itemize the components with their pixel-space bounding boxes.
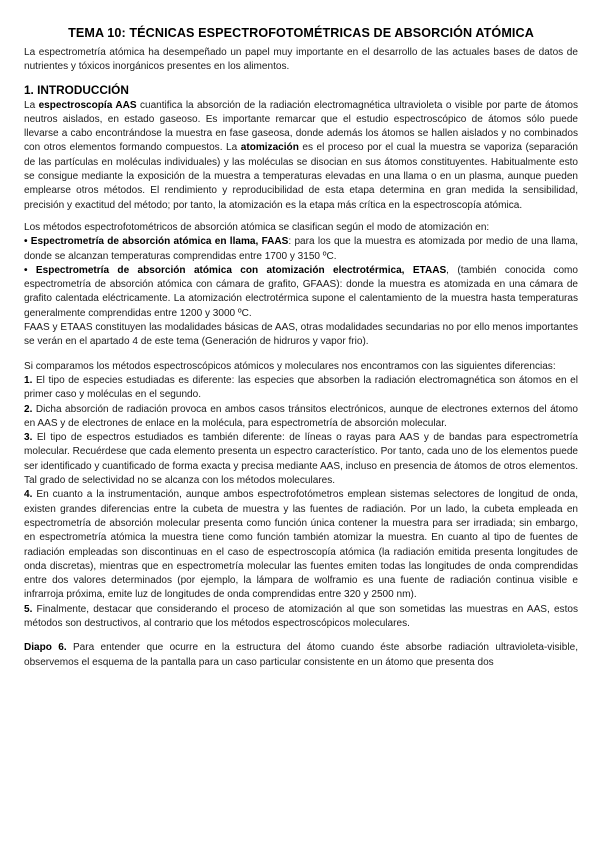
- difference-item: [24, 431, 578, 488]
- text-run: La: [24, 99, 39, 111]
- text-run: En cuanto a la instrumentación, aunque ambos espectrofotómetros emplean sistemas selectores de longitud de onda, existen grandes diferencias entre la cubeta de muestra y las fuentes de radiación. Por un lado, la cubeta empleada en espectrometría de absorción molecular presenta como función única contener la muestra para ser irradiada; sin embargo, en espectrometría atómica la muestra tiene como función también atomizar la muestra. En cuanto al tipo de fuentes de radiación empleadas son discontinuas en el caso de espectroscopía atómica (la radiación emitida presenta longitudes de onda discretas), mientras que en espectrometría molecular las fuentes emiten todas las longitudes de onda comprendidas entre dos valores determinados (por ejemplo, la lámpara de wolframio es una fuente de radiación continua visible e infrarroja próxima, emite luz de longitudes de onda comprendidas entre 320 y 2500 nm).: [24, 489, 578, 601]
- text-run: cuantifica la absorción de la radiación electromagnética ultravioleta o visible por parte de átomos neutros aislados, en estado gaseoso. Es importante remarcar que el estudio espectroscópico de átomos sólo puede llevarse a cabo encontrándose la muestra en fase gaseosa, donde además los átomos se hallen aislados y no combinados con otros elementos formando compuestos. La: [24, 99, 579, 154]
- differences-intro: Si comparamos los métodos espectroscópicos atómicos y moleculares nos encontramos con las siguientes diferencias:: [24, 360, 556, 372]
- section-heading-introduccion: 1. INTRODUCCIÓN: [24, 82, 129, 97]
- difference-item: [24, 488, 578, 602]
- differences-section: [24, 360, 578, 632]
- difference-item: [24, 603, 578, 632]
- item-number: 3.: [24, 432, 33, 444]
- text-run: Para entender que ocurre en la estructura del átomo cuando éste absorbe radiación ultravioleta-visible, observemos el esquema de la pantalla para un caso particular consistente en un átomo que presenta dos: [24, 642, 578, 668]
- diapo-6-paragraph: [24, 641, 578, 670]
- item-number: 2.: [24, 403, 33, 415]
- bold-term: • Espectrometría de absorción atómica en llama, FAAS: [24, 236, 289, 248]
- text-run: es el proceso por el cual la muestra se vaporiza (separación de las partículas en moléculas individuales) y las moléculas se disocian en sus átomos constituyentes. Habitualmente esto se consigue mediante la exposición de la muestra a temperaturas elevadas en una llama o en un plasma, aunque pueden emplearse otros métodos. El rendimiento y reproducibilidad de esta etapa determina en gran medida la sensibilidad, precisión y exactitud del método; por tanto, la atomización es la etapa más crítica en la espectroscopía atómica.: [24, 142, 578, 211]
- intro-paragraph: La espectrometría atómica ha desempeñado un papel muy importante en el desarrollo de las actuales bases de datos de nutrientes y tóxicos inorgánicos presentes en los alimentos.: [24, 47, 578, 73]
- item-number: 5.: [24, 603, 33, 615]
- bold-term: • Espectrometría de absorción atómica con atomización electrotérmica, ETAAS: [24, 264, 447, 276]
- classification-intro: Los métodos espectrofotométricos de absorción atómica se clasifican según el modo de atomización en:: [24, 221, 490, 233]
- text-run: , (también conocida como espectrometría de absorción atómica con cámara de grafito, GFAAS): donde la muestra es atomizada en una cámara de grafito calentada eléctricamente. La atomización electrotérmica supone el calentamiento de la muestra hasta temperaturas generalmente comprendidas entre 1200 y 3000 ºC.: [24, 264, 578, 319]
- list-item-faas: [24, 235, 578, 264]
- text-run: Finalmente, destacar que considerando el proceso de atomización al que son sometidas las muestras en AAS, estos métodos son destructivos, al contrario que los métodos espectroscópicos moleculares.: [24, 603, 578, 629]
- aas-definition-paragraph: [24, 99, 578, 213]
- list-item-etaas: [24, 264, 578, 321]
- bold-term: Diapo 6.: [24, 642, 67, 654]
- bold-term: espectroscopía AAS: [38, 99, 137, 111]
- text-run: Dicha absorción de radiación provoca en ambos casos tránsitos electrónicos, aunque de electrones externos del átomo en AAS y de electrones de enlace en la molécula, para espectrometría de absorción molecular.: [24, 403, 578, 429]
- text-run: : para los que la muestra es atomizada por medio de una llama, donde se alcanzan temperaturas comprendidas entre 1700 y 3150 ºC.: [24, 236, 578, 262]
- item-number: 1.: [24, 374, 33, 386]
- text-run: El tipo de espectros estudiados es también diferente: de líneas o rayas para AAS y de bandas para espectrometría molecular. Recuérdese que cada elemento presenta un espectro característico. Por tanto, cada uno de los elementos puede ser identificado y cuantificado de forma exacta y precisa mediante AAS, incluso en presencia de átomos de otros elementos. Tal grado de selectividad no se alcanza con los métodos moleculares.: [24, 432, 579, 487]
- difference-item: [24, 403, 578, 432]
- modalities-note: FAAS y ETAAS constituyen las modalidades básicas de AAS, otras modalidades secundarias no por ello menos importantes se verán en el apartado 4 de este tema (Generación de hidruros y vapor frio).: [24, 322, 578, 348]
- bold-term: atomización: [240, 142, 299, 154]
- document-title: TEMA 10: TÉCNICAS ESPECTROFOTOMÉTRICAS DE ABSORCIÓN ATÓMICA: [68, 26, 534, 40]
- text-run: El tipo de especies estudiadas es diferente: las especies que absorben la radiación electromagnética son átomos en el primer caso y moléculas en el segundo.: [24, 374, 578, 401]
- item-number: 4.: [24, 489, 33, 501]
- classification-paragraph: [24, 221, 578, 350]
- difference-item: [24, 374, 578, 403]
